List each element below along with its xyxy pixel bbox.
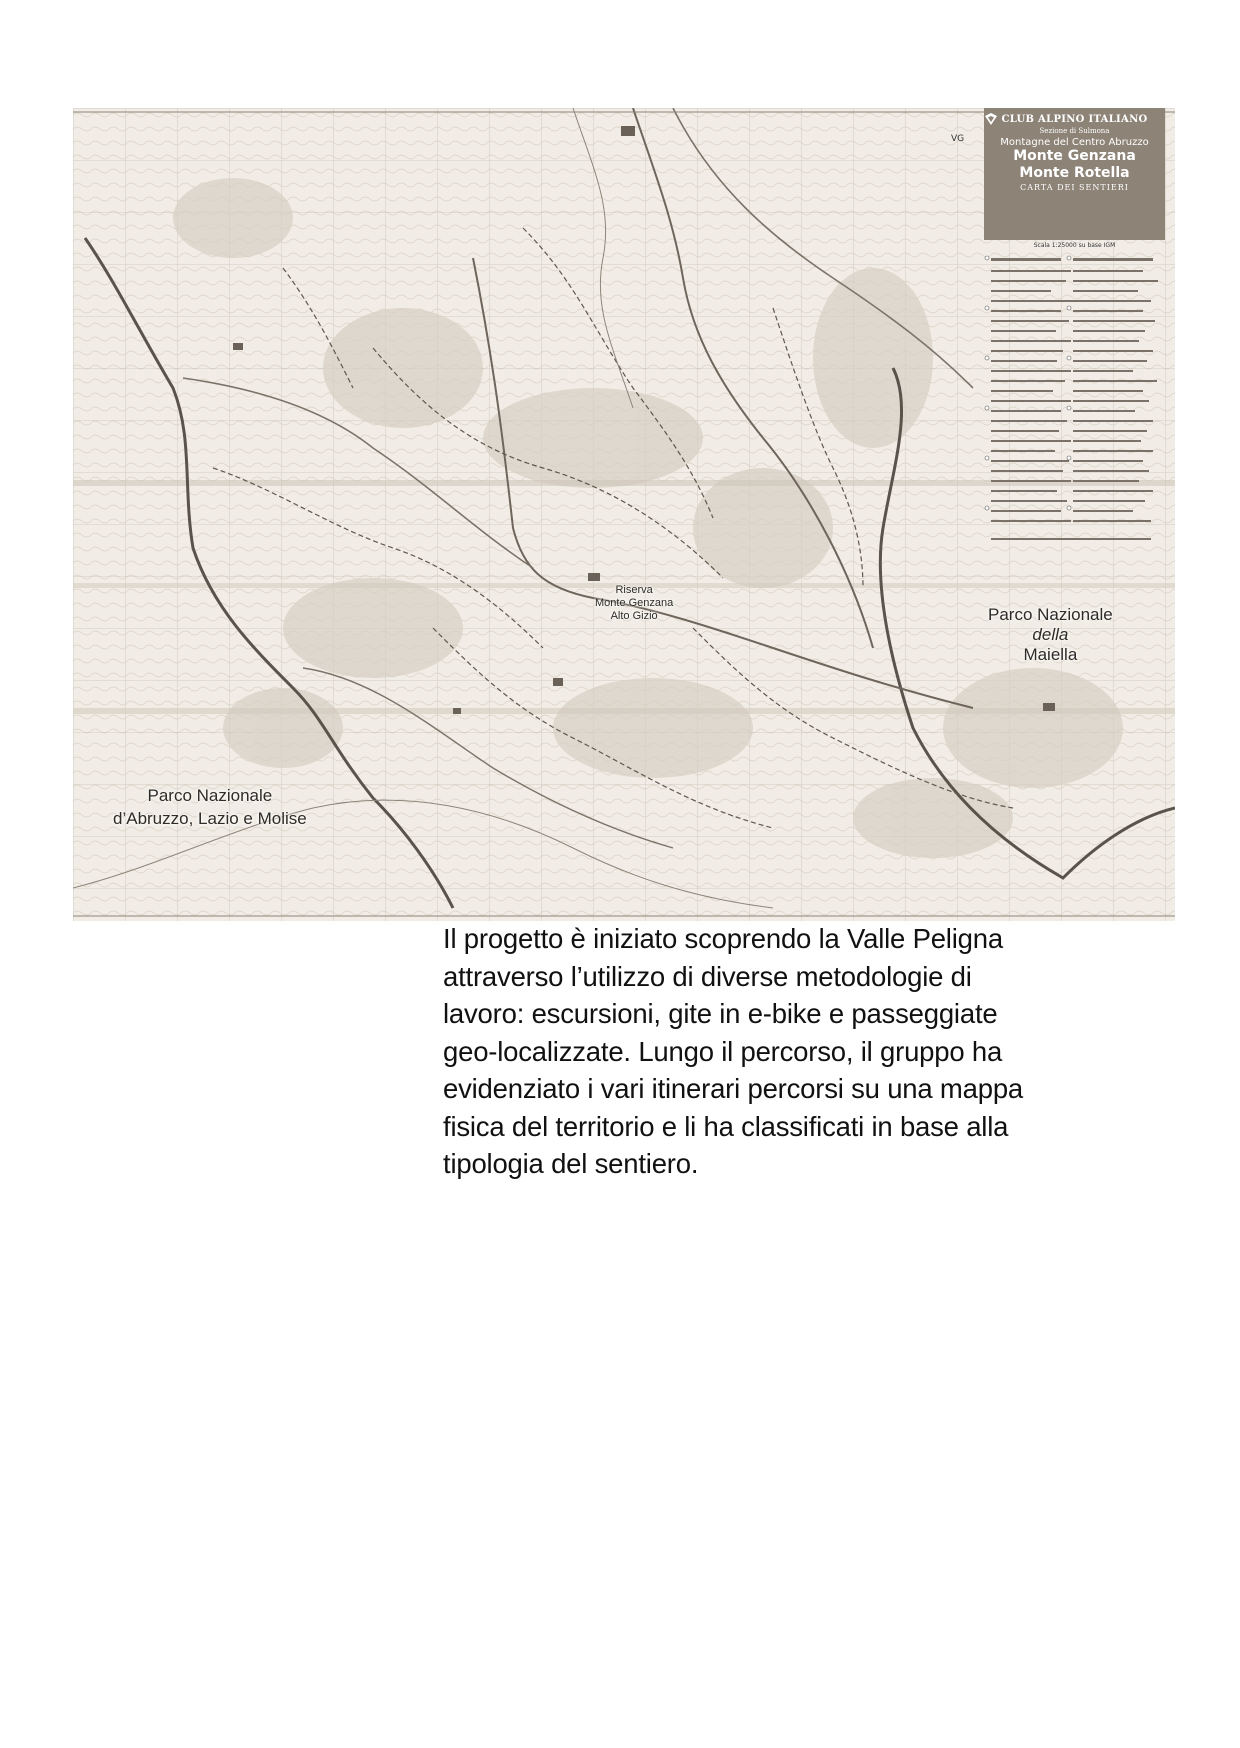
label-abruzzo-line2: d’Abruzzo, Lazio e Molise — [113, 809, 307, 828]
map-scale: Scala 1:25000 su base IGM — [1033, 242, 1116, 249]
project-description — [443, 920, 1143, 1183]
club-name: CLUB ALPINO ITALIANO — [1001, 114, 1148, 125]
label-riserva-line2: Monte Genzana — [595, 597, 674, 609]
label-maiella-line3: Maiella — [1023, 645, 1078, 664]
label-riserva-line3: Alto Gizio — [610, 610, 658, 622]
caption-line: tipologia del sentiero. — [443, 1148, 699, 1179]
label-abruzzo-line1: Parco Nazionale — [147, 786, 273, 805]
label-riserva-line1: Riserva — [615, 584, 653, 596]
caption-line: geo-localizzate. Lungo il percorso, il gruppo ha — [443, 1035, 1003, 1067]
map-title-box — [984, 108, 1165, 240]
caption-line: attraverso l’utilizzo di diverse metodologie di — [443, 960, 972, 992]
caption-line: evidenziato i vari itinerari percorsi su una mappa — [443, 1073, 1024, 1104]
corner-code: VG — [951, 134, 965, 144]
cai-emblem-icon — [984, 112, 998, 126]
label-parco-abruzzo — [113, 784, 307, 830]
map-subtitle: CARTA DEI SENTIERI — [1020, 183, 1129, 192]
trail-map[interactable] — [73, 108, 1175, 921]
label-parco-maiella — [988, 605, 1113, 665]
map-title-2: Monte Rotella — [1019, 165, 1130, 181]
label-riserva — [595, 584, 673, 623]
caption-line: lavoro: escursioni, gite in e-bike e passeggiate — [443, 998, 998, 1029]
caption-line: Il progetto è iniziato scoprendo la Valle Peligna — [443, 923, 1003, 954]
club-section: Sezione di Sulmona — [1039, 127, 1110, 135]
label-maiella-line2: della — [1032, 625, 1069, 644]
label-maiella-line1: Parco Nazionale — [988, 605, 1113, 624]
caption-line: fisica del territorio e li ha classificati in base alla — [443, 1110, 1009, 1142]
map-title-1: Monte Genzana — [1013, 148, 1136, 164]
map-region: Montagne del Centro Abruzzo — [1000, 137, 1149, 148]
